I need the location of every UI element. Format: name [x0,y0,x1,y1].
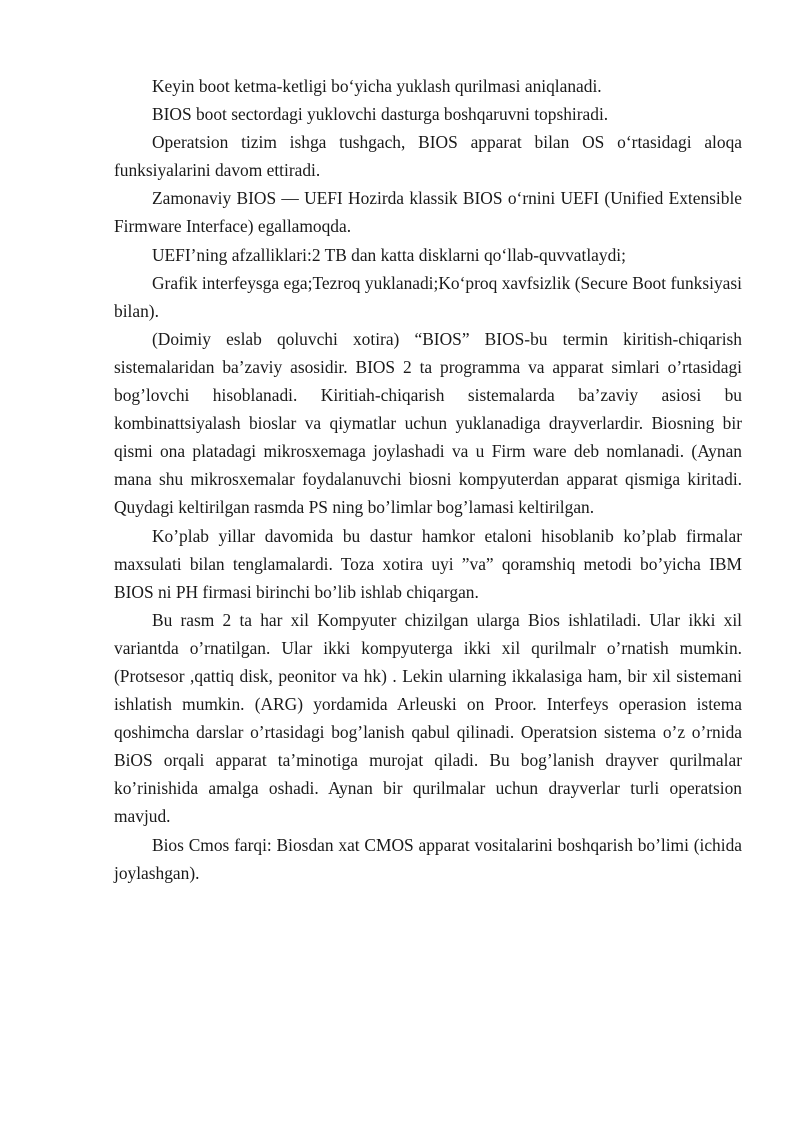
paragraph-bios-cmos: Bios Cmos farqi: Biosdan xat CMOS apparat vositalarini boshqarish bo’limi (ichida joylashgan). [114,834,742,883]
paragraph-os-start: Operatsion tizim ishga tushgach, BIOS apparat bilan OS o‘rtasidagi aloqa funksiyalarini davom ettiradi. [114,132,742,181]
document-page [114,72,742,887]
paragraph-two-computers: Bu rasm 2 ta har xil Kompyuter chizilgan ularga Bios ishlatiladi. Ular ikki xil variantda o’rnatilgan. Ular ikki kompyuterga ikki xil qurilmalr o’rnatish mumkin. (Protsesor ,qattiq disk, peonitor va hk) . Lekin ularning ikkalasiga ham, bir xil sistemani ishlatish mumkin. (ARG) yordamida Arleuski on Proor. Interfeys operasion istema qoshimcha darslar o’rtasidagi bog’lanish qabul qilinadi. Operatsion sistema o’z o’rnida BiOS orqali apparat ta’minotiga murojat qiladi. Bu bog’lanish drayver qurilmalar ko’rinishida amalga oshadi. Aynan bir qurilmalar uchun drayverlar turli operatsion mavjud. [114,609,742,827]
paragraph-bios-definition: (Doimiy eslab qoluvchi xotira) “BIOS” BIOS-bu termin kiritish-chiqarish sistemalaridan ba’zaviy asosidir. BIOS 2 ta programma va apparat simlari o’rtasidagi bog’lovchi hisoblanadi. Kiritiah-chiqarish sistemalarda ba’zaviy asiosi bu kombinattsiyalash bioslar va qiymatlar uchun yuklanadiga drayverlardir. Biosning bir qismi ona platadagi mikrosxemaga joylashadi va u Firm ware deb nomlanadi. (Aynan mana shu mikrosxemalar foydalanuvchi biosni kompyuterdan apparat qismiga kiritadi. Quydagi keltirilgan rasmda PS ning bo’limlar bog’lamasi keltirilgan. [114,328,742,518]
paragraph-uefi-features: Grafik interfeysga ega;Tezroq yuklanadi;Ko‘proq xavfsizlik (Secure Boot funksiyasi bilan). [114,272,742,321]
paragraph-uefi-advantages: UEFI’ning afzalliklari:2 TB dan katta disklarni qo‘llab-quvvatlaydi; [152,244,626,265]
paragraph-bios-history: Ko’plab yillar davomida bu dastur hamkor etaloni hisoblanib ko’plab firmalar maxsulati bilan tenglamalardi. Toza xotira uyi ”va” qoramshiq metodi bo’yicha IBM BIOS ni PH firmasi birinchi bo’lib ishlab chiqargan. [114,525,742,602]
paragraph-boot-sector: BIOS boot sectordagi yuklovchi dasturga boshqaruvni topshiradi. [152,104,609,125]
paragraph-boot-order: Keyin boot ketma-ketligi bo‘yicha yuklash qurilmasi aniqlanadi. [152,76,602,96]
paragraph-uefi-intro: Zamonaviy BIOS — UEFI Hozirda klassik BIOS o‘rnini UEFI (Unified Extensible Firmware Interface) egallamoqda. [114,188,742,237]
